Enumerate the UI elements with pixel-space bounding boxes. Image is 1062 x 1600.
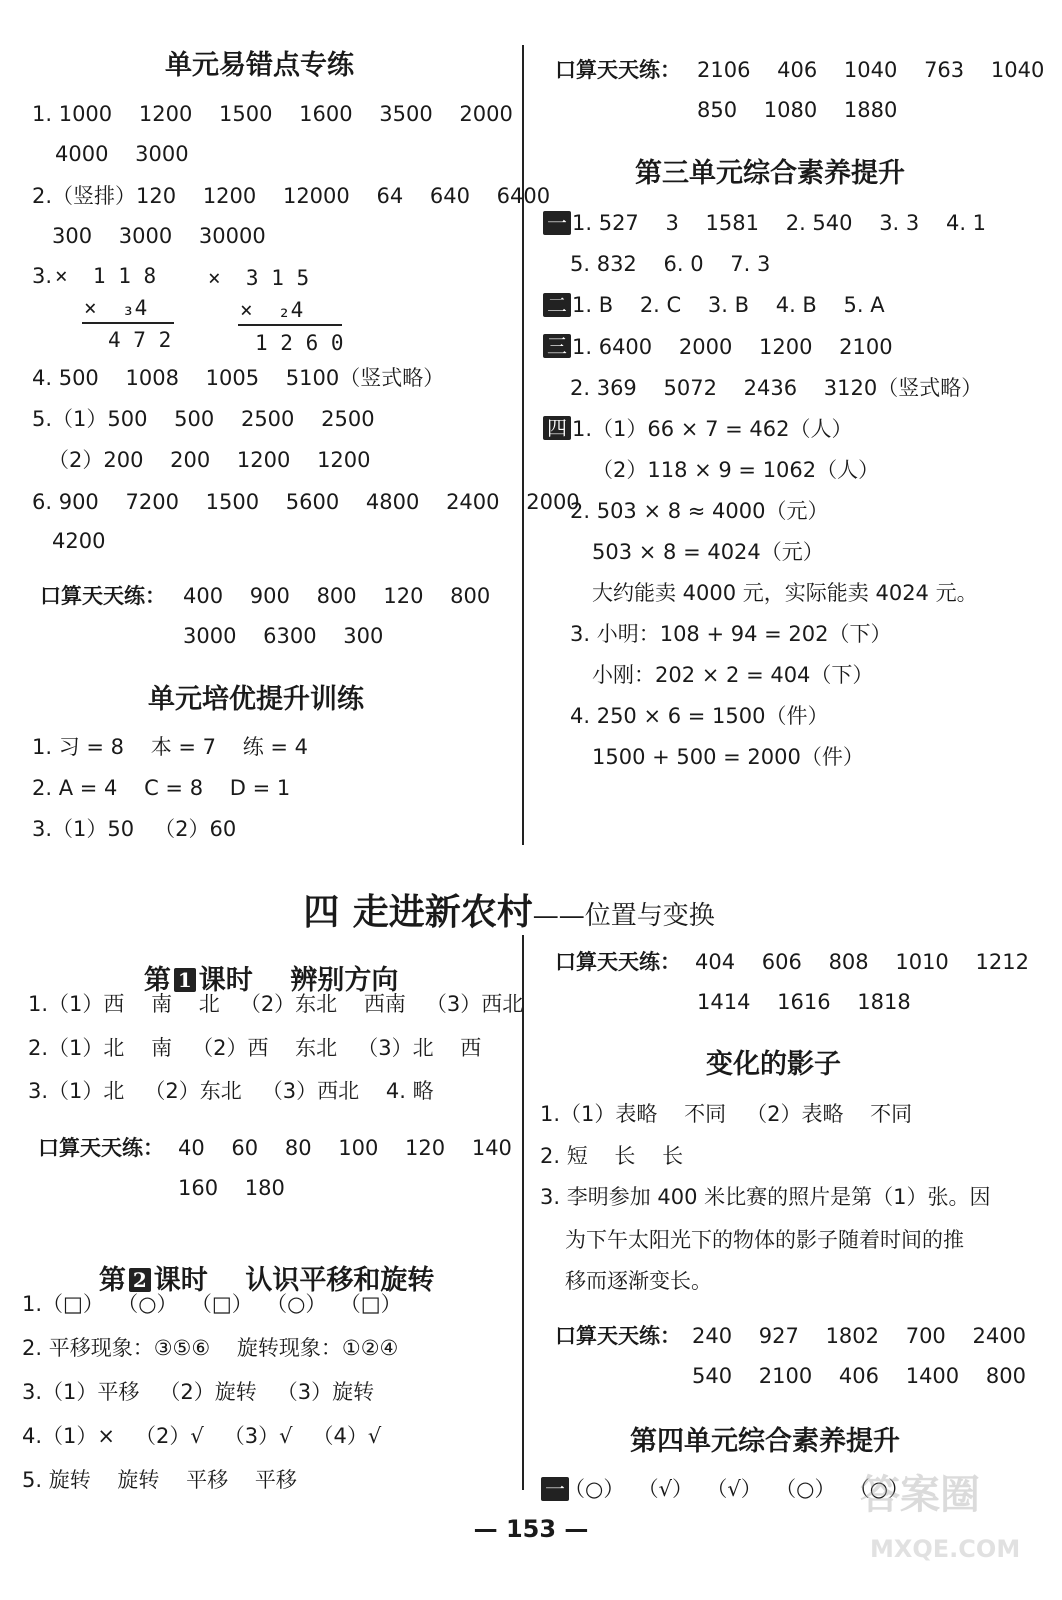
vertical-calc-1-rule bbox=[82, 322, 174, 324]
answer-line: 2.（竖排）120 1200 12000 64 640 6400 bbox=[32, 184, 551, 208]
answer-line: （2）118 × 9 = 1062（人） bbox=[592, 458, 880, 482]
lesson-number: 2 bbox=[129, 1268, 151, 1292]
kousuan-values: 400 900 800 120 800 bbox=[183, 584, 491, 608]
column-divider-bottom bbox=[522, 935, 524, 1490]
section-title-unit4: 第四单元综合素养提升 bbox=[630, 1426, 900, 1457]
answer-line: 2. 503 × 8 ≈ 4000（元） bbox=[570, 499, 829, 523]
watermark-logo bbox=[860, 1472, 1050, 1585]
marker-2: 二 bbox=[543, 293, 571, 317]
column-divider-top bbox=[522, 45, 524, 845]
watermark-text: 答案圈 bbox=[860, 1472, 980, 1518]
section-marker bbox=[540, 293, 574, 318]
kousuan-label: 口算天天练： bbox=[555, 950, 681, 974]
answer-line: 为下午太阳光下的物体的影子随着时间的推 bbox=[565, 1228, 964, 1252]
section-title-shadows: 变化的影子 bbox=[706, 1049, 841, 1080]
section-title-unit3: 第三单元综合素养提升 bbox=[635, 158, 905, 189]
section-title-errors: 单元易错点专练 bbox=[165, 50, 354, 81]
answer-line: （2）200 200 1200 1200 bbox=[48, 448, 371, 472]
answer-line: 大约能卖 4000 元，实际能卖 4024 元。 bbox=[592, 581, 978, 605]
answer-line: 1. B 2. C 3. B 4. B 5. A bbox=[572, 293, 885, 317]
answer-line: 1.（1）表略 不同 （2）表略 不同 bbox=[540, 1102, 913, 1126]
answer-line: 1. 527 3 1581 2. 540 3. 3 4. 1 bbox=[572, 211, 987, 235]
chapter-dash: —— bbox=[532, 901, 585, 931]
answer-line: 3.（1）50 （2）60 bbox=[32, 817, 237, 841]
kousuan-values: 1414 1616 1818 bbox=[697, 990, 911, 1014]
answer-line: 2. 平移现象：③⑤⑥ 旋转现象：①②④ bbox=[22, 1336, 399, 1360]
section-marker bbox=[540, 334, 574, 359]
answer-label: 3. bbox=[32, 264, 53, 288]
answer-line: 4. 250 × 6 = 1500（件） bbox=[570, 704, 829, 728]
answer-line: 2. 369 5072 2436 3120（竖式略） bbox=[570, 376, 983, 400]
answer-line: 2.（1）北 南 （2）西 东北 （3）北 西 bbox=[28, 1036, 482, 1060]
kousuan-values: 3000 6300 300 bbox=[183, 624, 384, 648]
answer-line: 1500 + 500 = 2000（件） bbox=[592, 745, 864, 769]
chapter-number: 四 bbox=[303, 891, 340, 933]
kousuan-label: 口算天天练： bbox=[40, 584, 166, 608]
answer-line: 5. 旋转 旋转 平移 平移 bbox=[22, 1468, 297, 1492]
section-marker bbox=[540, 211, 574, 236]
kousuan-values: 404 606 808 1010 1212 bbox=[695, 950, 1029, 974]
section-marker bbox=[540, 416, 574, 441]
answer-line: 3.（1）平移 （2）旋转 （3）旋转 bbox=[22, 1380, 375, 1404]
vertical-calc-1-result: 4 7 2 bbox=[108, 328, 172, 352]
kousuan-label: 口算天天练： bbox=[38, 1136, 164, 1160]
chapter-heading bbox=[290, 873, 715, 933]
chapter-subtitle: 位置与变换 bbox=[584, 901, 715, 931]
chapter-title: 走进新农村 bbox=[352, 891, 533, 933]
marker-1: 一 bbox=[541, 1477, 569, 1501]
answer-line: 5.（1）500 500 2500 2500 bbox=[32, 407, 375, 431]
answer-line: 300 3000 30000 bbox=[52, 224, 266, 248]
answer-line: 4. 500 1008 1005 5100（竖式略） bbox=[32, 366, 445, 390]
kousuan-values: 40 60 80 100 120 140 bbox=[178, 1136, 512, 1160]
answer-line: 1. 6400 2000 1200 2100 bbox=[572, 335, 893, 359]
kousuan-values: 2106 406 1040 763 1040 bbox=[697, 58, 1045, 82]
answer-line: 1.（1）66 × 7 = 462（人） bbox=[572, 417, 853, 441]
lesson-name: 课时 辨别方向 bbox=[198, 965, 399, 996]
answer-line: 503 × 8 = 4024（元） bbox=[592, 540, 824, 564]
kousuan-values: 160 180 bbox=[178, 1176, 285, 1200]
answer-line: （○） （√） （√） （○） （○） bbox=[564, 1477, 910, 1501]
kousuan-values: 240 927 1802 700 2400 bbox=[692, 1324, 1026, 1348]
marker-1: 一 bbox=[543, 211, 571, 235]
answer-line: 2. 短 长 长 bbox=[540, 1144, 684, 1168]
kousuan-values: 540 2100 406 1400 800 bbox=[692, 1364, 1026, 1388]
lesson-name: 课时 认识平移和旋转 bbox=[153, 1265, 435, 1296]
marker-4: 四 bbox=[543, 416, 571, 440]
vertical-calc-2-row1: × 3 1 5 bbox=[208, 266, 310, 290]
answer-line: 2. A = 4 C = 8 D = 1 bbox=[32, 776, 291, 800]
lesson-number: 1 bbox=[174, 968, 196, 992]
kousuan-label: 口算天天练： bbox=[555, 1324, 681, 1348]
answer-line: 4000 3000 bbox=[55, 142, 189, 166]
vertical-calc-2-rule bbox=[238, 324, 342, 326]
answer-line: 3. 小明：108 + 94 = 202（下） bbox=[570, 622, 892, 646]
lesson-prefix: 第 bbox=[98, 1265, 126, 1296]
vertical-calc-1-row2: × ₃4 bbox=[84, 296, 148, 320]
answer-line: 4200 bbox=[52, 529, 106, 553]
answer-line: 小刚：202 × 2 = 404（下） bbox=[592, 663, 874, 687]
vertical-calc-2-row2: × ₂4 bbox=[240, 298, 304, 322]
kousuan-label: 口算天天练： bbox=[555, 58, 681, 82]
vertical-calc-1-row1: × 1 1 8 bbox=[55, 264, 157, 288]
kousuan-values: 850 1080 1880 bbox=[697, 98, 898, 122]
watermark-url: MXQE.COM bbox=[870, 1535, 1021, 1563]
answer-line: 3.（1）北 （2）东北 （3）西北 4. 略 bbox=[28, 1079, 434, 1103]
answer-line: 1.（□） （○） （□） （○） （□） bbox=[22, 1292, 402, 1316]
marker-3: 三 bbox=[543, 334, 571, 358]
lesson-2-title bbox=[80, 1240, 434, 1294]
answer-line: 1.（1）西 南 北 （2）东北 西南 （3）西北 bbox=[28, 992, 524, 1016]
answer-line: 5. 832 6. 0 7. 3 bbox=[570, 252, 771, 276]
answer-line: 6. 900 7200 1500 5600 4800 2400 2000 bbox=[32, 490, 580, 514]
lesson-prefix: 第 bbox=[143, 965, 171, 996]
vertical-calc-2-result: 1 2 6 0 bbox=[255, 331, 344, 355]
answer-line: 1. 1000 1200 1500 1600 3500 2000 bbox=[32, 102, 513, 126]
section-title-advanced: 单元培优提升训练 bbox=[148, 684, 364, 715]
answer-line: 4.（1）× （2）√ （3）√ （4）√ bbox=[22, 1424, 382, 1448]
answer-line: 1. 习 = 8 本 = 7 练 = 4 bbox=[32, 735, 309, 759]
lesson-1-title bbox=[125, 940, 398, 994]
page-number: — 153 — bbox=[473, 1515, 589, 1543]
answer-line: 3. 李明参加 400 米比赛的照片是第（1）张。因 bbox=[540, 1185, 991, 1209]
answer-line: 移而逐渐变长。 bbox=[565, 1269, 712, 1293]
